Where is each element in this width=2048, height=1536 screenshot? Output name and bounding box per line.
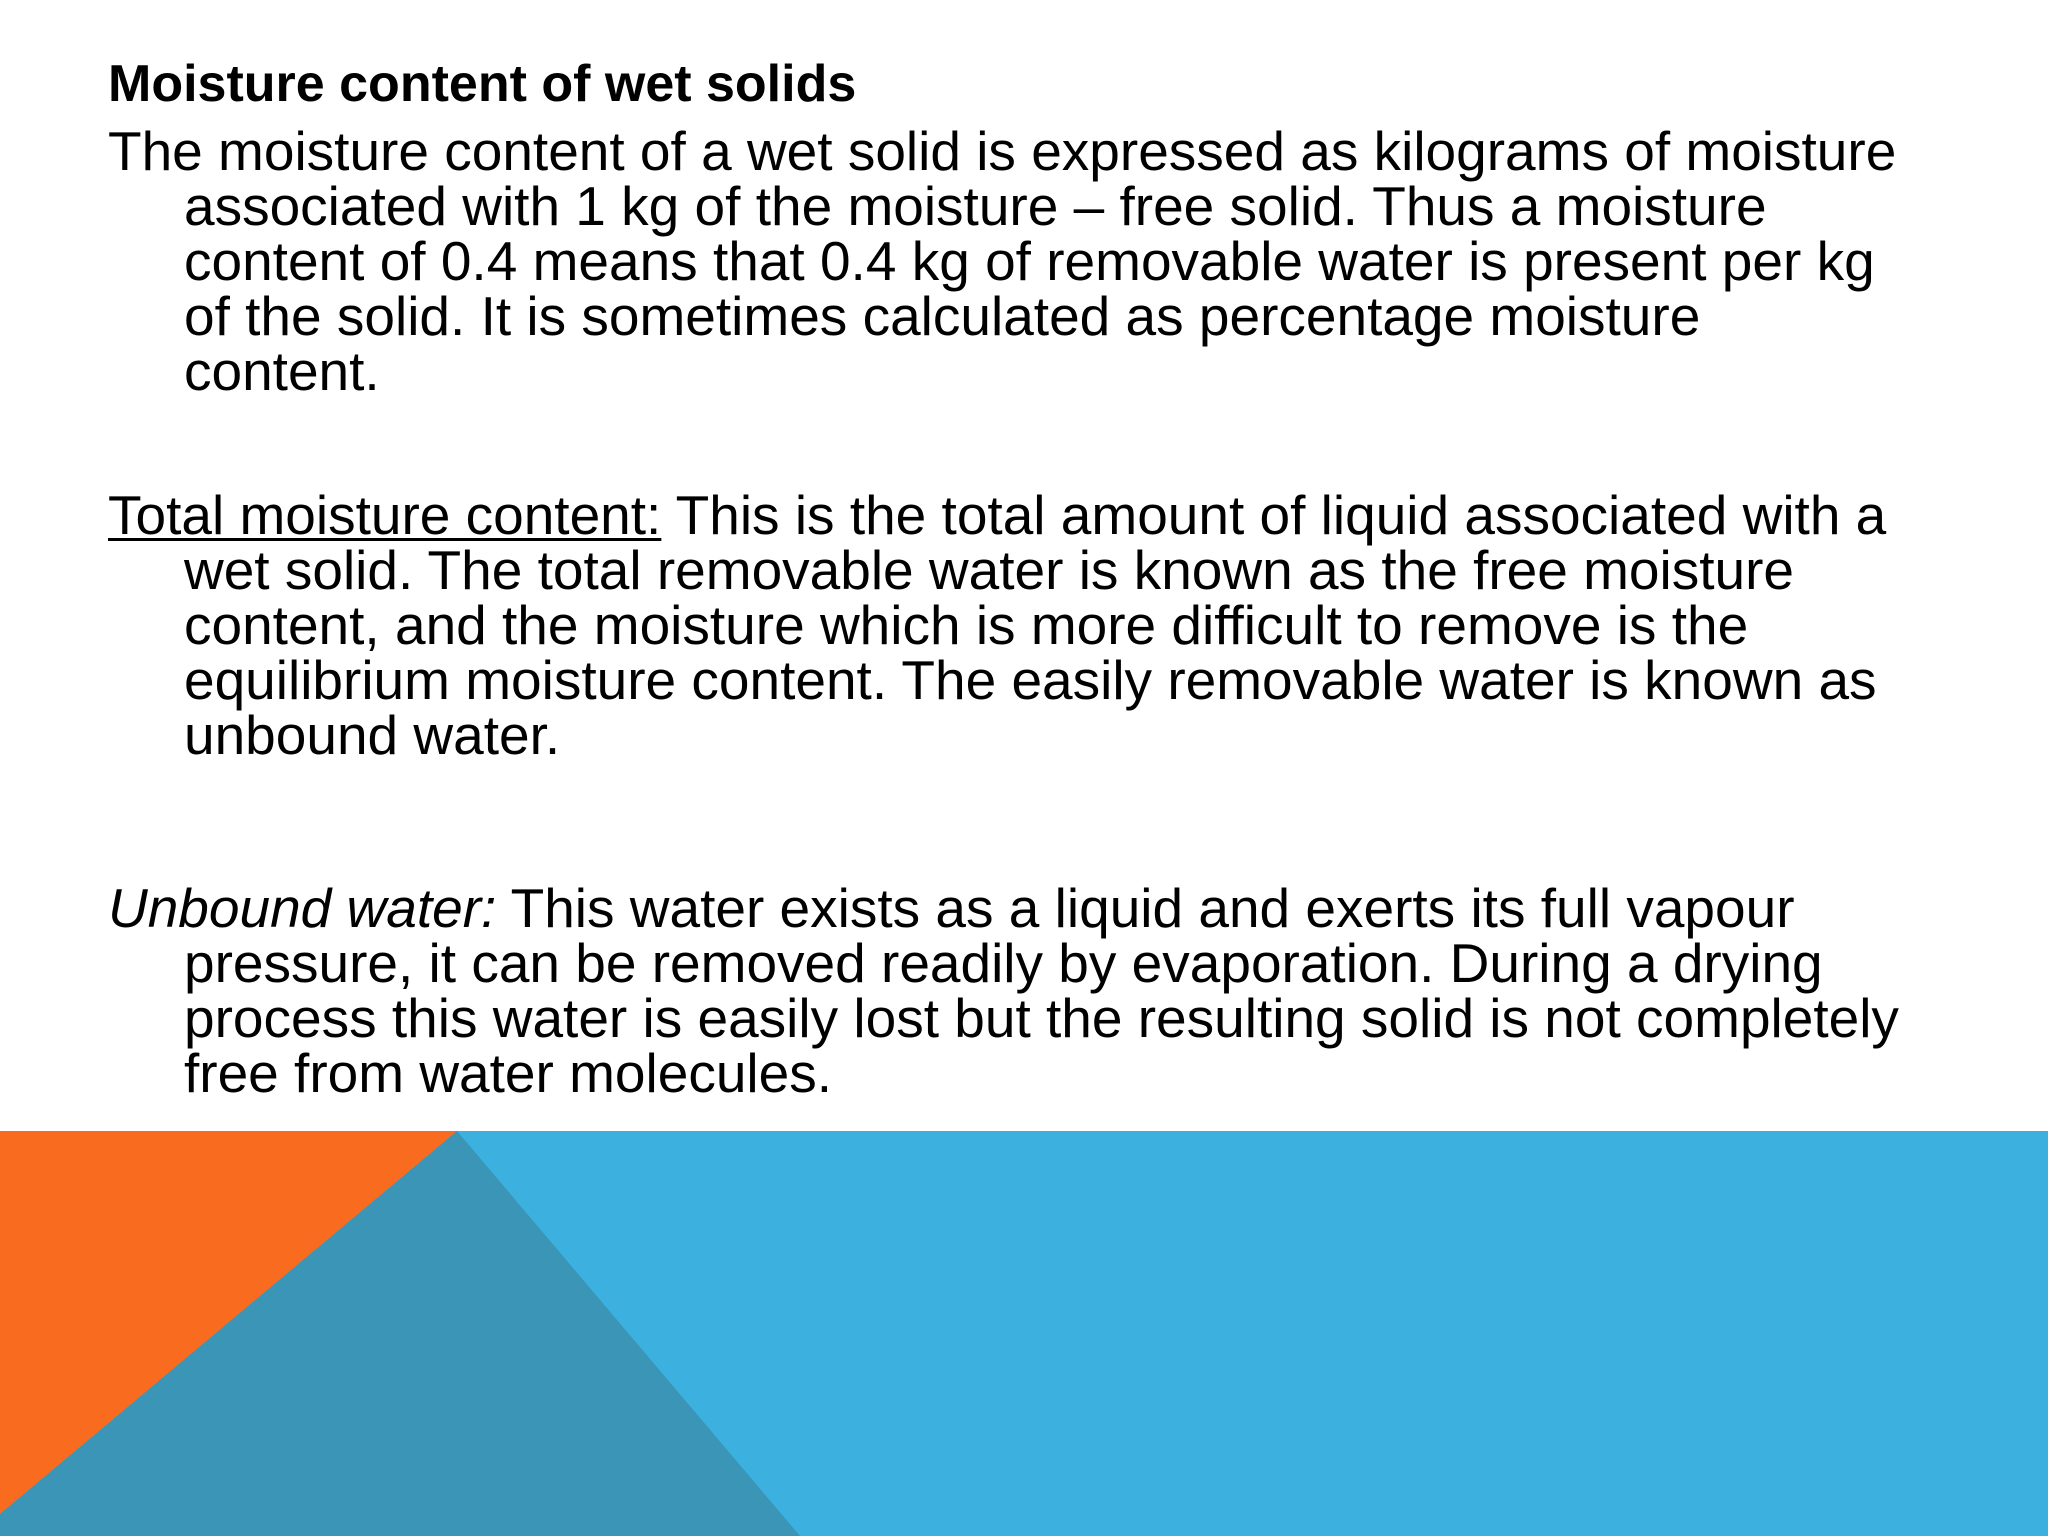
- paragraph-moisture-content: [108, 120, 1908, 402]
- paragraph-unbound-water: [108, 877, 1908, 1104]
- paragraph-text: This is the total amount of liquid associated with a wet solid. The total removable water is known as the free moisture content, and the moisture which is more difficult to remove is the equilibrium moisture content. The easily removable water is known as unbound water.: [184, 484, 1887, 766]
- decorative-footer-shapes: [0, 1131, 2048, 1536]
- paragraph-text: This water exists as a liquid and exerts its full vapour pressure, it can be removed readily by evaporation. During a drying process this water is easily lost but the resulting solid is not completely free from water molecules.: [184, 877, 1899, 1104]
- slide-content: [108, 52, 1908, 1104]
- slide-title: Moisture content of wet solids: [108, 55, 857, 113]
- paragraph-text: The moisture content of a wet solid is expressed as kilograms of moisture associated with 1 kg of the moisture – free solid. Thus a moisture content of 0.4 means that 0.4 kg of removable water is present per kg of the solid. It is sometimes calculated as percentage moisture content.: [108, 120, 1897, 402]
- paragraph-total-moisture: [108, 484, 1908, 766]
- term-unbound-water: Unbound water:: [108, 877, 497, 939]
- term-total-moisture-content: Total moisture content:: [108, 484, 662, 546]
